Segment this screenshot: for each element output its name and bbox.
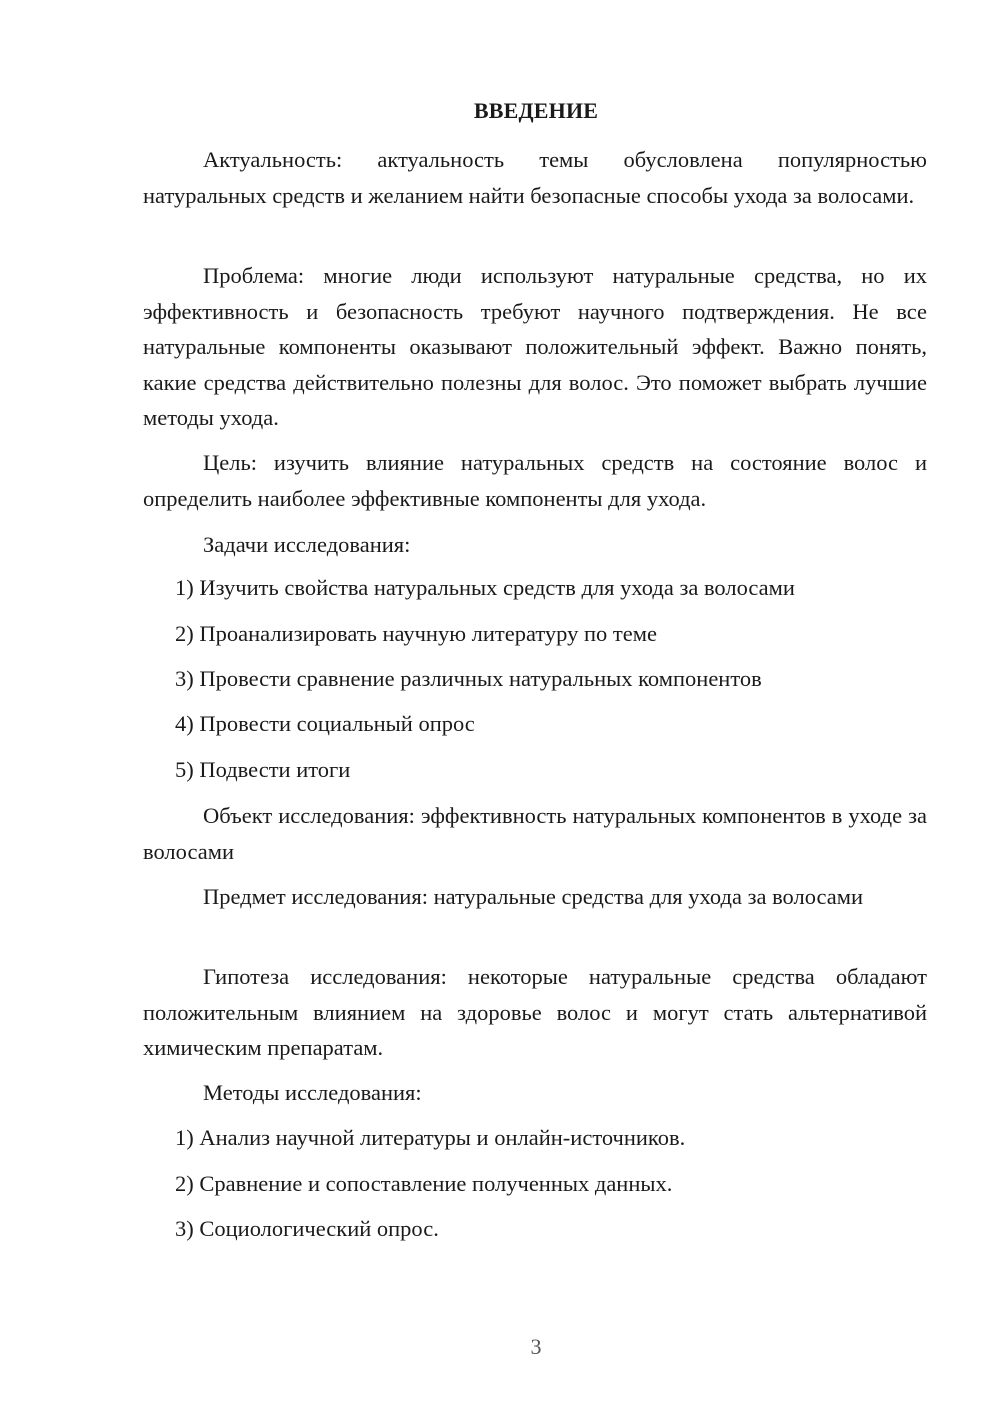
subject-paragraph: Предмет исследования: натуральные средства для ухода за волосами xyxy=(203,884,864,909)
task-item: 5) Подвести итоги xyxy=(175,757,351,782)
task-item: 4) Провести социальный опрос xyxy=(175,711,475,736)
task-item: 3) Провести сравнение различных натуральных компонентов xyxy=(175,666,762,691)
problem-paragraph: Проблема: многие люди используют натуральные средства, но их эффективность и безопасность требуют научного подтверждения. Не все натуральные компоненты оказывают положительный эффект. Важно понять, какие средства действительно полезны для волос. Это поможет выбрать лучшие методы ухода. xyxy=(143,263,927,430)
relevance-paragraph: Актуальность: актуальность темы обусловлена популярностью натуральных средств и желанием найти безопасные способы ухода за волосами. xyxy=(143,147,927,208)
task-item: 1) Изучить свойства натуральных средств для ухода за волосами xyxy=(175,575,795,600)
page-number: 3 xyxy=(530,1334,542,1359)
goal-paragraph: Цель: изучить влияние натуральных средств на состояние волос и определить наиболее эффективные компоненты для ухода. xyxy=(143,450,927,511)
tasks-heading: Задачи исследования: xyxy=(203,532,411,557)
methods-heading: Методы исследования: xyxy=(203,1080,422,1105)
task-item: 2) Проанализировать научную литературу по теме xyxy=(175,621,657,646)
object-paragraph: Объект исследования: эффективность натуральных компонентов в уходе за волосами xyxy=(143,803,927,864)
method-item: 2) Сравнение и сопоставление полученных данных. xyxy=(175,1171,673,1196)
method-item: 1) Анализ научной литературы и онлайн-источников. xyxy=(175,1125,686,1150)
method-item: 3) Социологический опрос. xyxy=(175,1216,439,1241)
hypothesis-paragraph: Гипотеза исследования: некоторые натуральные средства обладают положительным влиянием на здоровье волос и могут стать альтернативой химическим препаратам. xyxy=(143,964,927,1060)
section-title: ВВЕДЕНИЕ xyxy=(473,98,599,123)
